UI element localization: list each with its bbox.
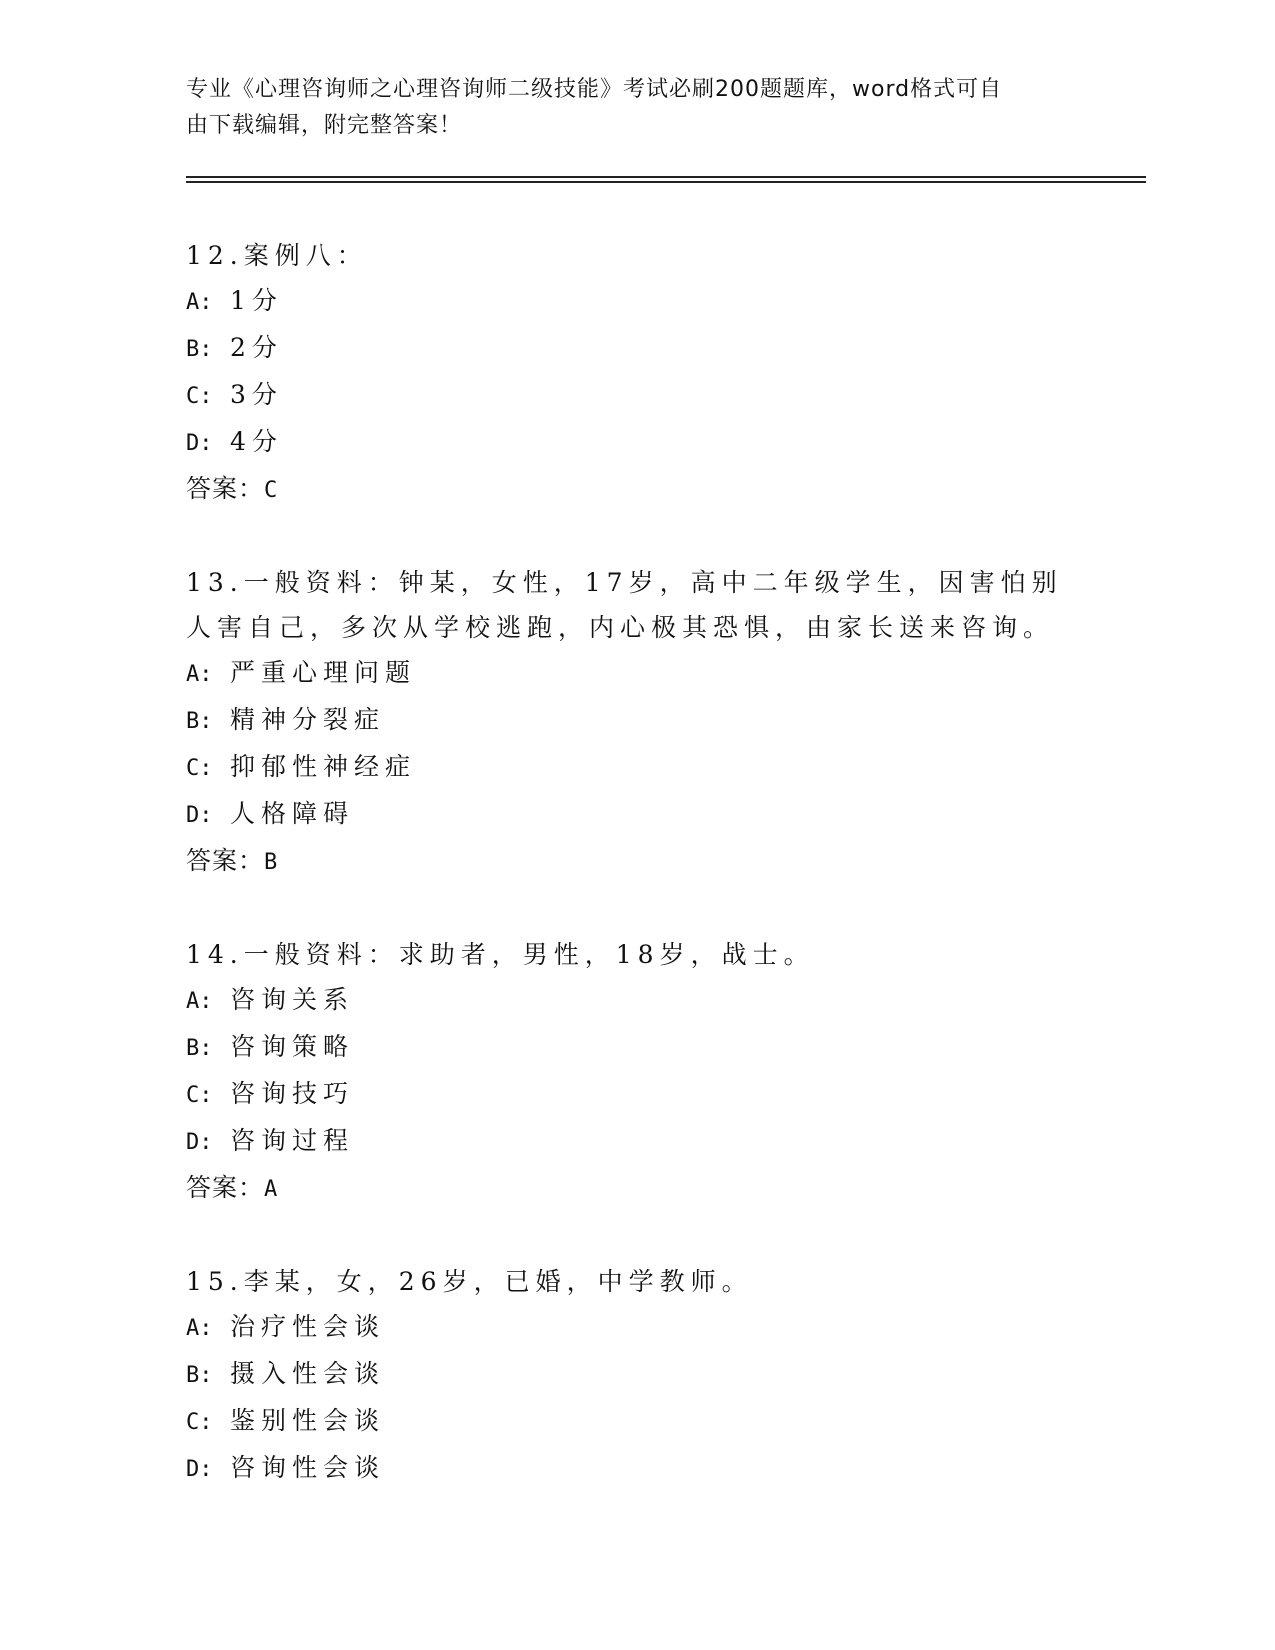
- option-a: [186, 1304, 1086, 1351]
- option-text: 鉴别性会谈: [230, 1406, 386, 1435]
- option-c: [186, 744, 1086, 791]
- answer-value: A: [264, 1177, 279, 1202]
- option-text: 抑郁性神经症: [230, 752, 417, 781]
- option-d: [186, 1445, 1086, 1492]
- answer-line: [186, 1165, 1086, 1212]
- option-label: B:: [186, 337, 213, 362]
- option-d: [186, 419, 1086, 466]
- option-text: 精神分裂症: [230, 705, 386, 734]
- option-label: D:: [186, 1457, 213, 1482]
- question-stem: 13.一般资料：钟某，女性，17岁，高中二年级学生，因害怕别人害自己，多次从学校逃跑，内心极其恐惧，由家长送来咨询。: [186, 568, 1063, 642]
- option-label: C:: [186, 384, 213, 409]
- option-label: A:: [186, 662, 213, 687]
- option-c: [186, 372, 1086, 419]
- option-c: [186, 1398, 1086, 1445]
- option-text: 咨询策略: [230, 1032, 355, 1061]
- option-a: [186, 977, 1086, 1024]
- option-text: 摄入性会谈: [230, 1359, 386, 1388]
- option-text: 3分: [230, 380, 283, 409]
- header-line-1: 专业《心理咨询师之心理咨询师二级技能》考试必刷200题题库，word格式可自: [186, 77, 1003, 102]
- question-13: [186, 560, 1086, 885]
- document-header: [186, 72, 1056, 144]
- option-a: [186, 278, 1086, 325]
- question-list: [186, 233, 1086, 1539]
- answer-value: C: [264, 478, 279, 503]
- answer-label: 答案：: [186, 474, 265, 503]
- option-label: B:: [186, 1036, 213, 1061]
- answer-line: [186, 466, 1086, 513]
- option-label: D:: [186, 431, 213, 456]
- option-text: 2分: [230, 333, 283, 362]
- answer-value: B: [264, 850, 279, 875]
- option-label: B:: [186, 1363, 213, 1388]
- answer-label: 答案：: [186, 846, 265, 875]
- header-divider-top: [186, 176, 1146, 178]
- option-text: 治疗性会谈: [230, 1312, 386, 1341]
- option-a: [186, 650, 1086, 697]
- option-text: 咨询技巧: [230, 1079, 355, 1108]
- option-label: A:: [186, 290, 213, 315]
- answer-line: [186, 838, 1086, 885]
- question-14: [186, 932, 1086, 1212]
- option-d: [186, 791, 1086, 838]
- option-text: 1分: [230, 286, 283, 315]
- option-label: C:: [186, 756, 213, 781]
- option-label: D:: [186, 803, 213, 828]
- option-text: 人格障碍: [230, 799, 355, 828]
- option-text: 严重心理问题: [230, 658, 417, 687]
- option-text: 咨询过程: [230, 1126, 355, 1155]
- option-text: 咨询关系: [230, 985, 355, 1014]
- option-b: [186, 1024, 1086, 1071]
- option-label: D:: [186, 1130, 213, 1155]
- option-label: A:: [186, 1316, 213, 1341]
- option-text: 4分: [230, 427, 283, 456]
- option-label: C:: [186, 1410, 213, 1435]
- answer-label: 答案：: [186, 1173, 265, 1202]
- option-label: B:: [186, 709, 213, 734]
- header-divider-bottom: [186, 181, 1146, 183]
- question-stem: 14.一般资料：求助者，男性，18岁，战士。: [186, 940, 815, 969]
- option-label: A:: [186, 989, 213, 1014]
- option-label: C:: [186, 1083, 213, 1108]
- option-b: [186, 697, 1086, 744]
- question-stem: 12.案例八：: [186, 241, 368, 270]
- document-page: [186, 0, 1146, 1650]
- header-line-2: 由下载编辑，附完整答案！: [186, 113, 463, 138]
- option-c: [186, 1071, 1086, 1118]
- option-b: [186, 325, 1086, 372]
- question-15: [186, 1259, 1086, 1492]
- option-text: 咨询性会谈: [230, 1453, 386, 1482]
- question-12: [186, 233, 1086, 513]
- option-b: [186, 1351, 1086, 1398]
- option-d: [186, 1118, 1086, 1165]
- question-stem: 15.李某，女，26岁，已婚，中学教师。: [186, 1267, 753, 1296]
